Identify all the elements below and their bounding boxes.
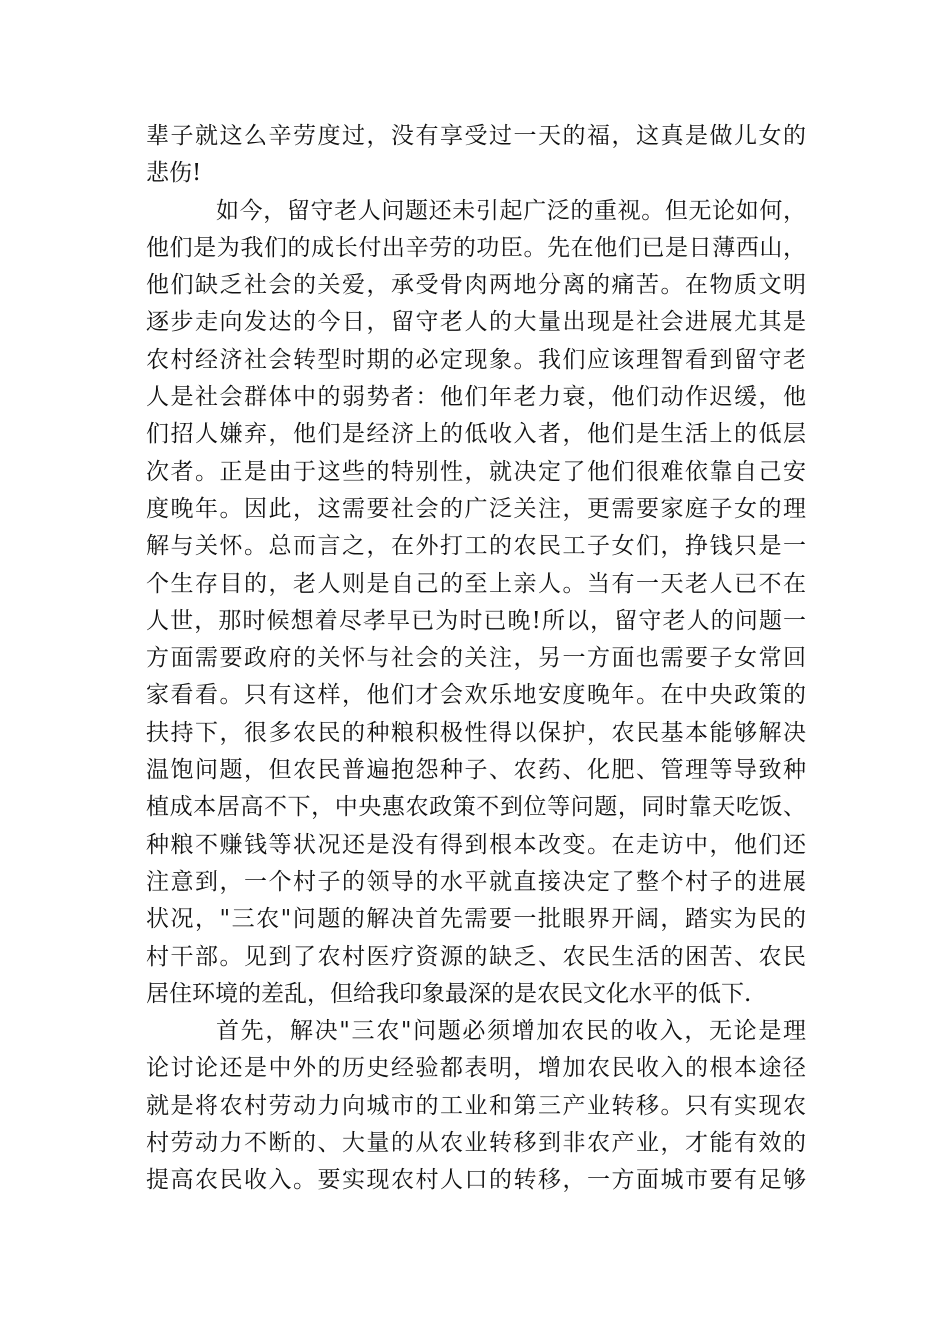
text-line: 村干部。见到了农村医疗资源的缺乏、农民生活的困苦、农民 bbox=[146, 943, 806, 970]
paragraph-2 bbox=[146, 193, 806, 1014]
text-line: 种粮不赚钱等状况还是没有得到根本改变。在走访中，他们还 bbox=[146, 831, 806, 858]
text-line: 温饱问题，但农民普遍抱怨种子、农药、化肥、管理等导致种 bbox=[146, 757, 806, 784]
text-line: 首先，解决"三农"问题必须增加农民的收入，无论是理 bbox=[216, 1018, 806, 1045]
text-line: 方面需要政府的关怀与社会的关注，另一方面也需要子女常回 bbox=[146, 645, 806, 672]
text-line: 论讨论还是中外的历史经验都表明，增加农民收入的根本途径 bbox=[146, 1055, 806, 1082]
text-line: 他们缺乏社会的关爱，承受骨肉两地分离的痛苦。在物质文明 bbox=[146, 272, 806, 299]
text-line: 他们是为我们的成长付出辛劳的功臣。先在他们已是日薄西山， bbox=[146, 234, 806, 261]
text-line: 悲伤! bbox=[146, 160, 202, 187]
text-line: 们招人嫌弃，他们是经济上的低收入者，他们是生活上的低层 bbox=[146, 421, 806, 448]
text-line: 解与关怀。总而言之，在外打工的农民工子女们，挣钱只是一 bbox=[146, 533, 806, 560]
text-line: 个生存目的，老人则是自己的至上亲人。当有一天老人已不在 bbox=[146, 570, 806, 597]
text-line: 度晚年。因此，这需要社会的广泛关注，更需要家庭子女的理 bbox=[146, 495, 806, 522]
text-line: 农村经济社会转型时期的必定现象。我们应该理智看到留守老 bbox=[146, 346, 806, 373]
body-text bbox=[146, 118, 806, 1200]
text-line: 人世，那时候想着尽孝早已为时已晚!所以，留守老人的问题一 bbox=[146, 607, 806, 634]
text-line: 状况，"三农"问题的解决首先需要一批眼界开阔，踏实为民的 bbox=[146, 906, 806, 933]
text-line: 植成本居高不下，中央惠农政策不到位等问题，同时靠天吃饭、 bbox=[146, 794, 806, 821]
text-line: 就是将农村劳动力向城市的工业和第三产业转移。只有实现农 bbox=[146, 1092, 806, 1119]
text-line: 注意到，一个村子的领导的水平就直接决定了整个村子的进展 bbox=[146, 868, 806, 895]
text-line: 扶持下，很多农民的种粮积极性得以保护，农民基本能够解决 bbox=[146, 719, 806, 746]
text-line: 家看看。只有这样，他们才会欢乐地安度晚年。在中央政策的 bbox=[146, 682, 806, 709]
text-line: 村劳动力不断的、大量的从农业转移到非农产业，才能有效的 bbox=[146, 1130, 806, 1157]
text-line: 逐步走向发达的今日，留守老人的大量出现是社会进展尤其是 bbox=[146, 309, 806, 336]
text-line: 辈子就这么辛劳度过，没有享受过一天的福，这真是做儿女的 bbox=[146, 123, 806, 149]
text-line: 如今，留守老人问题还未引起广泛的重视。但无论如何， bbox=[216, 197, 806, 224]
text-line: 居住环境的差乱，但给我印象最深的是农民文化水平的低下. bbox=[146, 980, 752, 1007]
paragraph-3 bbox=[146, 1013, 806, 1199]
text-line: 次者。正是由于这些的特别性，就决定了他们很难依靠自己安 bbox=[146, 458, 806, 485]
text-line: 人是社会群体中的弱势者：他们年老力衰，他们动作迟缓，他 bbox=[146, 384, 806, 411]
paragraph-1 bbox=[146, 118, 806, 193]
text-line: 提高农民收入。要实现农村人口的转移，一方面城市要有足够 bbox=[146, 1167, 806, 1194]
